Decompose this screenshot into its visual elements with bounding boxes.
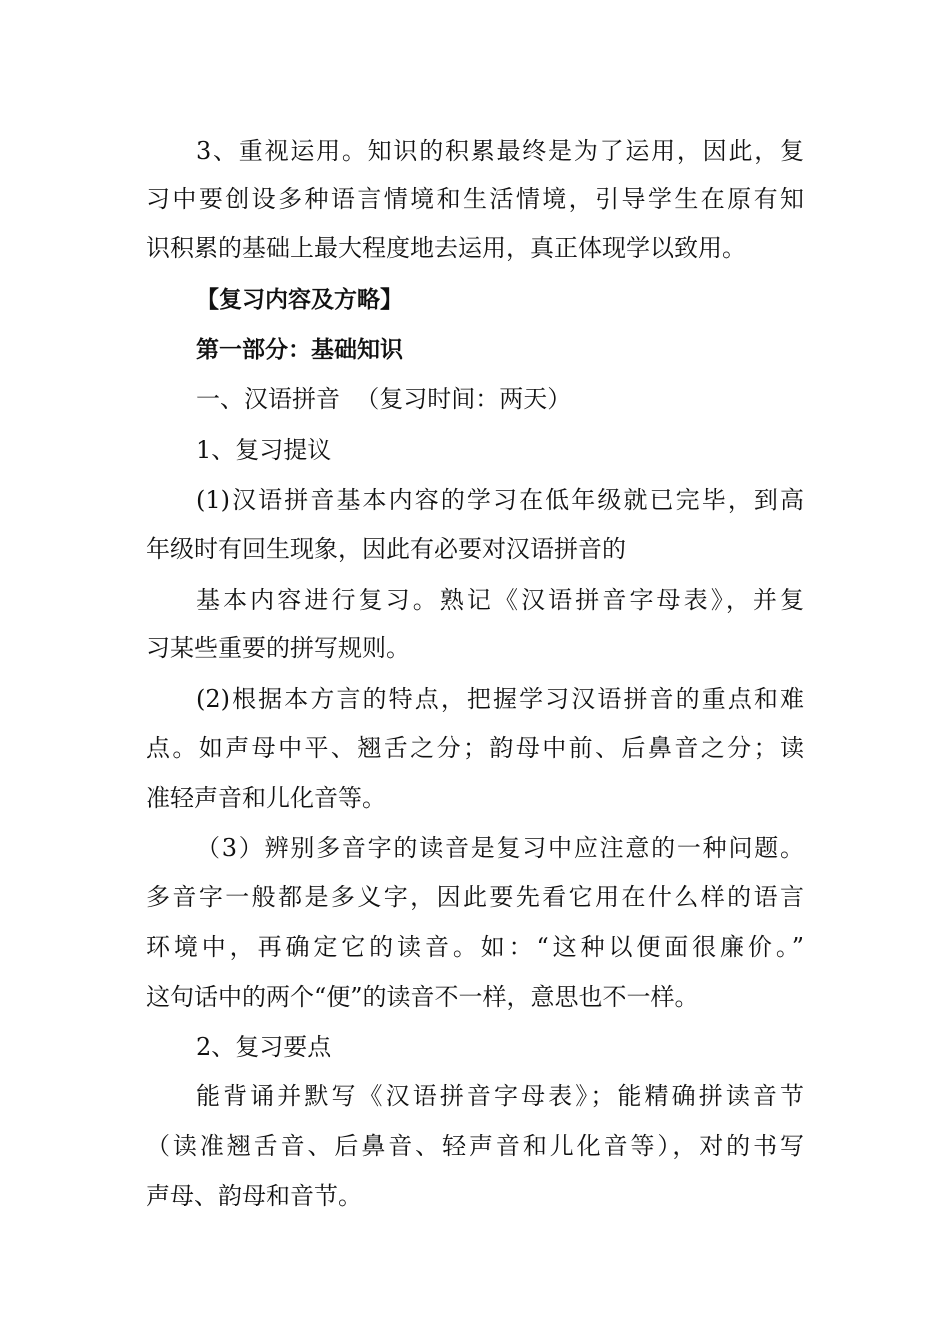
text-line: 点。如声母中平、翘舌之分；韵母中前、后鼻音之分；读 (146, 734, 804, 762)
text-line: (1)汉语拼音基本内容的学习在低年级就已完毕，到高 (196, 486, 804, 514)
part-heading: 第一部分：基础知识 (196, 337, 403, 363)
text-line: 多音字一般都是多义字，因此要先看它用在什么样的语言 (146, 883, 804, 911)
text-line: 环境中，再确定它的读音。如：“这种以便面很廉价。” (146, 933, 804, 961)
text-line: 年级时有回生现象，因此有必要对汉语拼音的 (146, 535, 626, 563)
text-line: 声母、韵母和音节。 (146, 1182, 362, 1210)
text-line: 3、重视运用。知识的积累最终是为了运用，因此，复 (196, 137, 804, 165)
text-line: （读准翘舌音、后鼻音、轻声音和儿化音等），对的书写 (146, 1132, 804, 1160)
item-heading: 1、复习提议 (196, 436, 332, 464)
item-heading: 2、复习要点 (196, 1033, 332, 1061)
text-line: 基本内容进行复习。熟记《汉语拼音字母表》，并复 (196, 586, 804, 614)
text-line: 这句话中的两个“便”的读音不一样，意思也不一样。 (146, 983, 699, 1011)
text-line: 能背诵并默写《汉语拼音字母表》；能精确拼读音节 (196, 1082, 804, 1110)
text-line: 准轻声音和儿化音等。 (146, 784, 386, 812)
text-line: （3）辨别多音字的读音是复习中应注意的一种问题。 (196, 834, 804, 862)
text-line: (2)根据本方言的特点，把握学习汉语拼音的重点和难 (196, 685, 804, 713)
text-line: 识积累的基础上最大程度地去运用，真正体现学以致用。 (146, 234, 746, 262)
section-heading: 【复习内容及方略】 (196, 287, 403, 313)
subsection-heading: 一、汉语拼音 （复习时间：两天） (196, 385, 572, 413)
text-line: 习中要创设多种语言情境和生活情境，引导学生在原有知 (146, 185, 804, 213)
text-line: 习某些重要的拼写规则。 (146, 634, 410, 662)
